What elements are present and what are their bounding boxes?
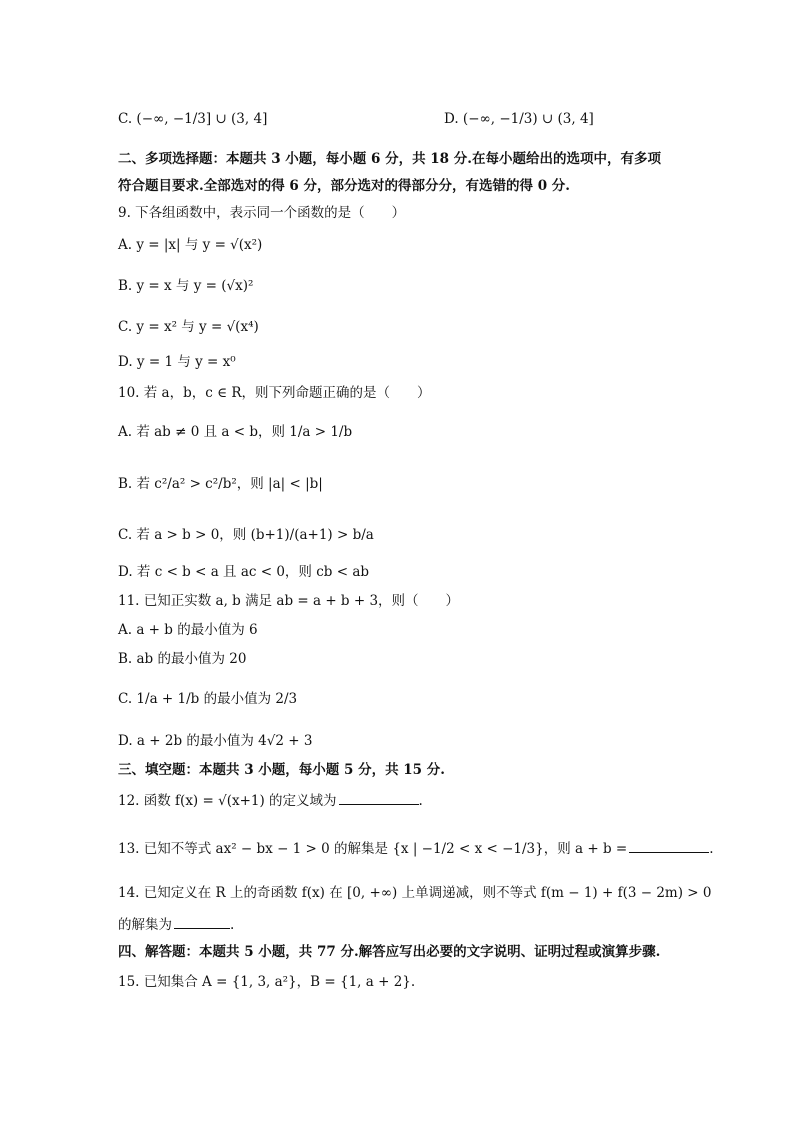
q14-line2 (118, 916, 234, 934)
q10-option-b: B. 若 c²/a² > c²/b²，则 |a| < |b| (118, 476, 323, 492)
q10-option-d: D. 若 c < b < a 且 ac < 0，则 cb < ab (118, 564, 370, 580)
q14-stem-end: 的解集为 (118, 917, 172, 933)
q9-option-b: B. y = x 与 y = (√x)² (118, 278, 254, 294)
q10-option-a: A. 若 ab ≠ 0 且 a < b，则 1/a > 1/b (118, 424, 353, 440)
q12-end: . (418, 793, 423, 809)
q9-option-c: C. y = x² 与 y = √(x⁴) (118, 319, 259, 335)
q8-option-c: C. (−∞, −1/3] ∪ (3, 4] (118, 111, 268, 127)
q14-line1: 14. 已知定义在 R 上的奇函数 f(x) 在 [0, +∞) 上单调递减，则不等式 f(m − 1) + f(3 − 2m) > 0 (118, 885, 712, 901)
q13-end: . (709, 841, 714, 857)
q10-stem: 10. 若 a，b，c ∈ R，则下列命题正确的是（ ） (118, 385, 431, 401)
q9-option-a: A. y = |x| 与 y = √(x²) (118, 237, 263, 253)
q11-option-a: A. a + b 的最小值为 6 (118, 622, 258, 638)
q13-stem: 13. 已知不等式 ax² − bx − 1 > 0 的解集是 {x | −1/2 < x < −1/3}，则 a + b = (118, 841, 628, 857)
q12-stem: 12. 函数 f(x) = √(x+1) 的定义域为 (118, 793, 337, 809)
q11-option-b: B. ab 的最小值为 20 (118, 651, 247, 667)
q13-answer-blank (629, 840, 709, 853)
q12-answer-blank (339, 792, 419, 805)
q14-end: . (230, 917, 235, 933)
q12-line (118, 792, 423, 810)
q8-option-d: D. (−∞, −1/3) ∪ (3, 4] (444, 111, 594, 127)
q11-option-d: D. a + 2b 的最小值为 4√2 + 3 (118, 733, 313, 749)
q11-option-c: C. 1/a + 1/b 的最小值为 2/3 (118, 691, 298, 707)
q9-option-d: D. y = 1 与 y = x⁰ (118, 354, 236, 370)
q9-stem: 9. 下各组函数中，表示同一个函数的是（ ） (118, 205, 406, 221)
section3-header: 三、填空题：本题共 3 小题，每小题 5 分，共 15 分. (118, 762, 445, 778)
section4-header: 四、解答题：本题共 5 小题，共 77 分.解答应写出必要的文字说明、证明过程或演算步骤. (118, 944, 661, 960)
q10-option-c: C. 若 a > b > 0，则 (b+1)/(a+1) > b/a (118, 527, 374, 543)
q14-answer-blank (174, 916, 230, 929)
section2-header-line1: 二、多项选择题：本题共 3 小题，每小题 6 分，共 18 分.在每小题给出的选项中，有多项 (118, 151, 661, 167)
q13-line (118, 840, 714, 858)
q15-stem: 15. 已知集合 A = {1, 3, a²}，B = {1, a + 2}. (118, 974, 416, 990)
section2-header-line2: 符合题目要求.全部选对的得 6 分，部分选对的得部分分，有选错的得 0 分. (118, 178, 570, 194)
q11-stem: 11. 已知正实数 a, b 满足 ab = a + b + 3，则（ ） (118, 593, 460, 609)
